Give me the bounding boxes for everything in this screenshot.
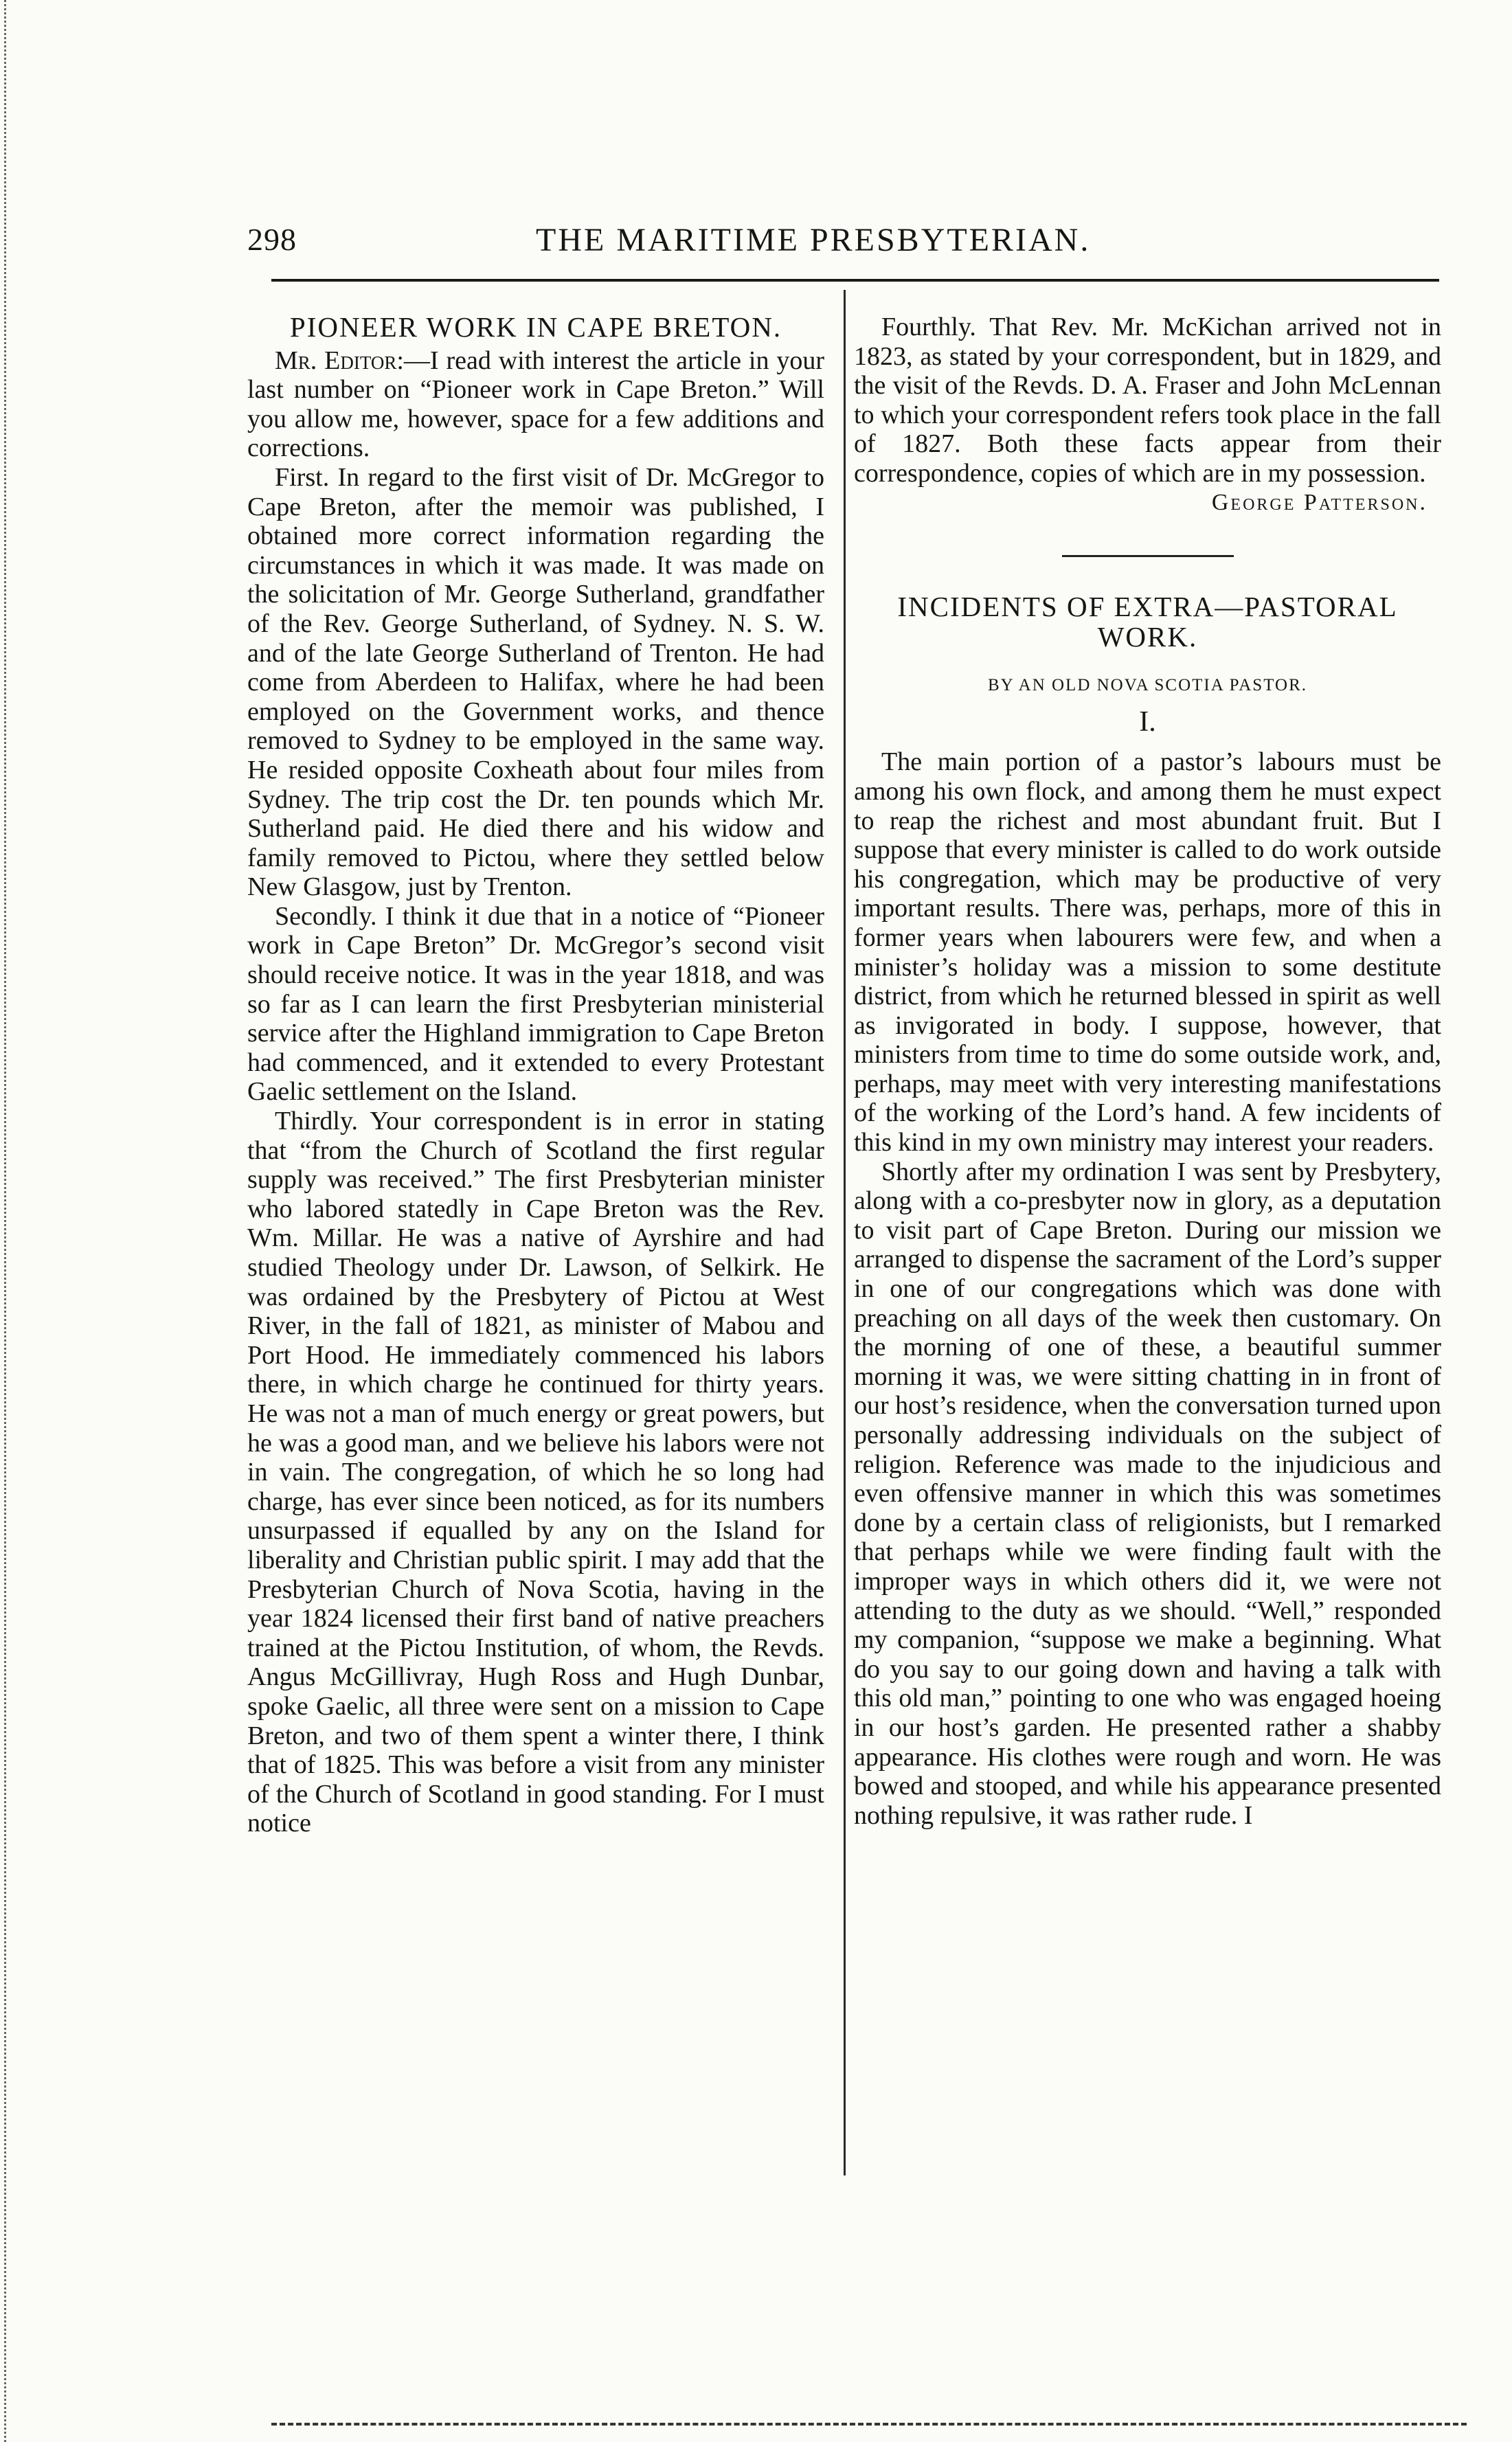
bottom-rule — [271, 2423, 1467, 2428]
paragraph — [247, 346, 824, 463]
running-title: THE MARITIME PRESBYTERIAN. — [536, 222, 1091, 258]
right-column — [854, 313, 1441, 1830]
left-column — [247, 313, 824, 1838]
paragraph: Fourthly. That Rev. Mr. McKichan arrived not in 1823, as stated by your correspondent, but in 1829, and the visit of the Revds. D. A. Fraser and John McLennan to which your correspondent refers took place in the fall of 1827. Both these facts appear from their correspondence, copies of which are in my possession. — [854, 313, 1441, 488]
signature: George Patterson. — [1211, 489, 1428, 515]
paragraph: Thirdly. Your correspondent is in error in stating that “from the Church of Scotland the first regular supply was received.” The first Presbyterian minister who labored statedly in Cape Breton was the Rev. Wm. Millar. He was a native of Ayrshire and had studied Theology under Dr. Lawson, of Selkirk. He was ordained by the Presbytery of Pictou at West River, in the fall of 1821, as minister of Mabou and Port Hood. He immediately commenced his labors there, in which charge he continued for thirty years. He was not a man of much energy or great powers, but he was a good man, and we believe his labors were not in vain. The congregation, of which he so long had charge, has ever since been noticed, as for its numbers unsurpassed if equalled by any on the Island for liberality and Christian public spirit. I may add that the Presbyterian Church of Nova Scotia, having in the year 1824 licensed their first band of native preachers trained at the Pictou Institution, of whom, the Revds. Angus McGillivray, Hugh Ross and Hugh Dunbar, spoke Gaelic, all three were sent on a mission to Cape Breton, and two of them spent a winter there, I think that of 1825. This was before a visit from any minister of the Church of Scotland in good standing. For I must notice — [247, 1107, 824, 1838]
paragraph-text: :—I read with interest the article in your last number on “Pioneer work in Cape Breton.” Will you allow me, however, space for a few additions and corrections. — [247, 346, 824, 463]
article-title-incidents: INCIDENTS OF EXTRA—PASTORAL WORK. — [897, 591, 1398, 653]
column-divider — [844, 290, 846, 2175]
page-header — [247, 221, 1443, 262]
page-number: 298 — [247, 222, 297, 257]
section-separator — [1062, 555, 1234, 557]
article-title-pioneer-work: PIONEER WORK IN CAPE BRETON. — [289, 311, 782, 343]
paragraph: First. In regard to the first visit of Dr. McGregor to Cape Breton, after the memoir was published, I obtained more correct information regarding the circumstances in which it was made. It was made on the solicitation of Mr. George Sutherland, grandfather of the Rev. George Sutherland, of Sydney. N. S. W. and of the late George Sutherland of Trenton. He had come from Aberdeen to Halifax, where he had been employed on the Government works, and thence removed to Sydney to be employed in the same way. He resided opposite Coxheath about four miles from Sydney. The trip cost the Dr. ten pounds which Mr. Sutherland paid. He died there and his widow and family removed to Pictou, where they settled below New Glasgow, just by Trenton. — [247, 462, 824, 902]
byline: BY AN OLD NOVA SCOTIA PASTOR. — [987, 676, 1308, 695]
paragraph: Secondly. I think it due that in a notice of “Pioneer work in Cape Breton” Dr. McGregor’s second visit should receive notice. It was in the year 1818, and was so far as I can learn the first Presbyterian ministerial service after the Highland immigration to Cape Breton had commenced, and it extended to every Protestant Gaelic settlement on the Island. — [247, 901, 824, 1107]
paragraph: Shortly after my ordination I was sent by Presbytery, along with a co-presbyter now in glory, as a deputation to visit part of Cape Breton. During our mission we arranged to dispense the sacrament of the Lord’s supper in one of our congregations which was done with preaching on all days of the week then customary. On the morning of one of these, a beautiful summer morning it was, we were sitting chatting in in front of our host’s residence, when the conversation turned upon personally addressing individuals on the subject of religion. Reference was made to the injudicious and even offensive manner in which this was sometimes done by a certain class of religionists, but I remarked that perhaps while we were finding fault with the improper ways in which others did it, we were not attending to the duty as we should. “Well,” responded my companion, “suppose we make a beginning. What do you say to our going down and having a talk with this old man,” pointing to one who was engaged hoeing in our host’s garden. He presented rather a shabby appearance. His clothes were rough and worn. He was bowed and stooped, and while his appearance presented nothing repulsive, it was rather rude. I — [854, 1157, 1441, 1830]
part-numeral: I. — [1139, 705, 1156, 738]
paragraph: The main portion of a pastor’s labours must be among his own flock, and among them he must expect to reap the richest and most abundant fruit. But I suppose that every minister is called to do work outside his congregation, which may be productive of very important results. There was, perhaps, more of this in former years when labourers were few, and when a minister’s holiday was a mission to some destitute district, from which he returned blessed in spirit as well as invigorated in body. I suppose, however, that ministers from time to time do some outside work, and, perhaps, may meet with very interesting manifestations of the working of the Lord’s hand. A few incidents of this kind in my own ministry may interest your readers. — [854, 747, 1441, 1157]
salutation: Mr. Editor — [275, 346, 397, 375]
left-margin-marks — [4, 0, 27, 2442]
header-rule — [271, 279, 1439, 282]
